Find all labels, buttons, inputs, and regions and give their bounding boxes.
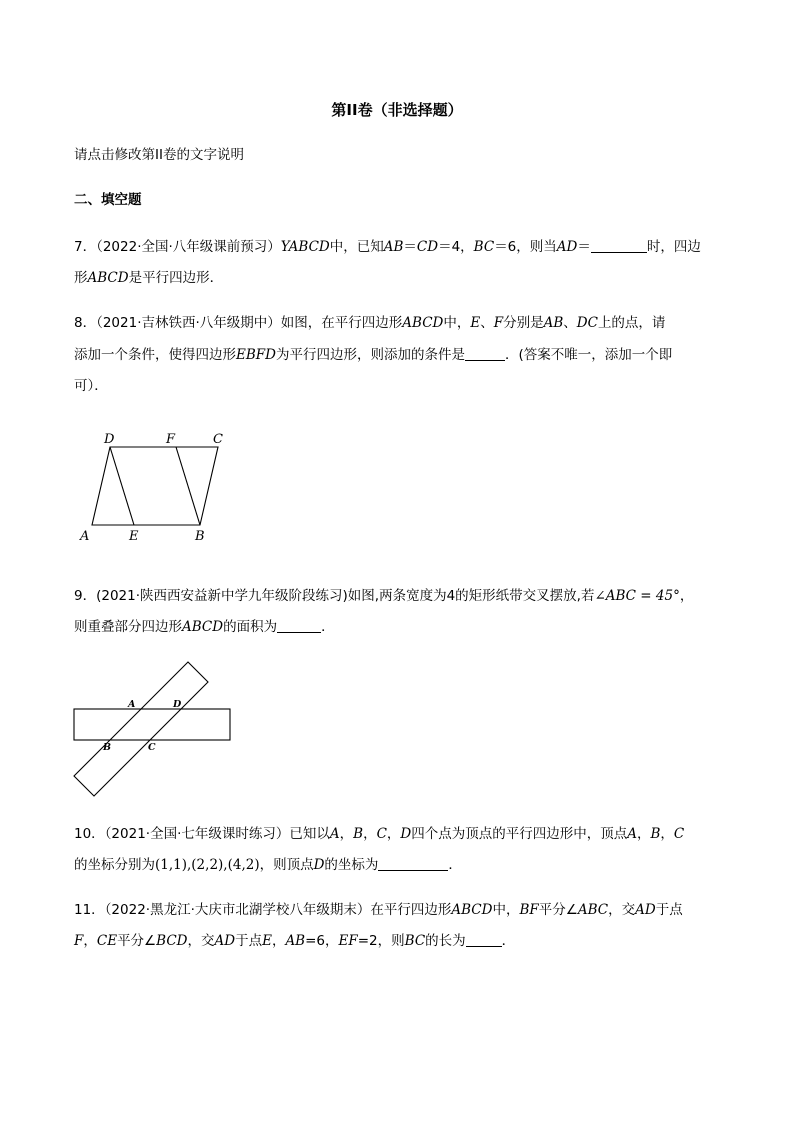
text: 中，: [492, 902, 520, 918]
label-c: C: [213, 432, 223, 447]
question-7-line-1: [74, 234, 701, 260]
math-text: CD: [416, 239, 439, 255]
math-text: BC: [473, 239, 495, 255]
label-c: C: [148, 742, 156, 753]
text: 则重叠部分四边形: [74, 619, 182, 635]
math-text: AB: [383, 239, 404, 255]
text: ＝: [403, 239, 417, 255]
math-text: EF: [338, 933, 358, 949]
text: 、: [480, 315, 494, 331]
text: 、: [563, 315, 577, 331]
text: 于点: [235, 933, 263, 949]
text: =2，则: [357, 933, 405, 949]
text: ＝4，: [438, 239, 474, 255]
text: ，: [339, 826, 354, 842]
text: ，: [386, 826, 401, 842]
text: =6，: [305, 933, 339, 949]
text: 在平行四边形: [370, 902, 452, 918]
math-text: BC: [404, 933, 426, 949]
math-text: ABCD: [451, 902, 493, 918]
math-text: (1,1),(2,2),(4,2): [155, 857, 260, 873]
label-d: D: [173, 699, 182, 710]
text: 分别是: [503, 315, 544, 331]
text: 四个点为顶点的平行四边形中，顶点: [411, 826, 628, 842]
math-text: AD: [635, 902, 656, 918]
question-8-line-2: [74, 342, 672, 368]
math-text: AD: [556, 239, 578, 255]
text: 的坐标分别为: [74, 857, 155, 873]
question-10-line-1: [74, 821, 684, 847]
math-text: AD: [214, 933, 236, 949]
answer-blank[interactable]: [378, 856, 448, 871]
section-header: 二、填空题: [74, 192, 142, 208]
text: 的长为: [425, 933, 466, 949]
math-text: BCD: [156, 933, 188, 949]
text: ＝: [577, 239, 591, 255]
text: ，交: [608, 902, 636, 918]
math-text: ∠ABC = 45°: [594, 588, 680, 604]
text: ，交: [187, 933, 215, 949]
text: 是平行四边形．: [128, 270, 224, 286]
text: ，: [271, 933, 286, 949]
text: ，: [636, 826, 651, 842]
question-11-line-1: [74, 897, 683, 923]
label-d: D: [104, 432, 115, 447]
math-text: ABCD: [402, 315, 444, 331]
question-number: 11．: [74, 902, 105, 918]
math-text: ABCD: [182, 619, 224, 635]
question-9-line-1: [74, 583, 693, 609]
text: ＝6，则当: [494, 239, 557, 255]
question-number: 9．: [74, 588, 97, 604]
text: 如图，在平行四边形: [280, 315, 403, 331]
crossed-strips-figure: [70, 655, 240, 800]
parallelogram-figure: [70, 428, 240, 546]
text: 中，: [443, 315, 471, 331]
math-text: E: [470, 315, 481, 331]
label-e: E: [129, 529, 139, 544]
text: 中，已知: [329, 239, 384, 255]
math-text: ABCD: [288, 239, 330, 255]
diagonal-strip: [74, 662, 208, 796]
question-11-line-2: [74, 928, 515, 954]
text: 已知以: [289, 826, 330, 842]
text: 添加一个条件，使得四边形: [74, 347, 236, 363]
question-9-line-2: [74, 614, 335, 640]
page-title: 第II卷（非选择题）: [331, 101, 463, 119]
math-text: F: [493, 315, 504, 331]
question-7-line-2: [74, 265, 223, 291]
math-text: ABC: [577, 902, 609, 918]
label-b: B: [195, 529, 205, 544]
math-text: DC: [576, 315, 598, 331]
math-text: ABCD: [87, 270, 129, 286]
question-number: 8．: [74, 315, 97, 331]
text: ．: [321, 619, 335, 635]
math-text: A: [329, 826, 340, 842]
answer-blank[interactable]: [277, 618, 321, 633]
text: 的面积为: [223, 619, 278, 635]
text: 平分∠: [117, 933, 157, 949]
text: 的坐标为: [324, 857, 379, 873]
text: 于点: [655, 902, 683, 918]
math-text: D: [400, 826, 412, 842]
answer-blank[interactable]: [466, 932, 502, 947]
label-b: B: [103, 742, 112, 753]
text: 如图,两条宽度为4的矩形纸带交叉摆放,若: [347, 588, 595, 604]
math-text: A: [627, 826, 637, 842]
math-text: D: [313, 857, 325, 873]
math-text: B: [650, 826, 661, 842]
math-text: AB: [543, 315, 564, 331]
question-source: （2021·全国·七年级课时练习）: [104, 826, 290, 842]
segment-de: [110, 447, 134, 525]
answer-blank[interactable]: [465, 346, 505, 361]
question-source: (2021·陕西西安益新中学九年级阶段练习): [96, 588, 348, 604]
question-source: （2022·全国·八年级课前预习）: [96, 239, 281, 255]
text: 平分∠: [538, 902, 578, 918]
question-8-line-1: [74, 310, 665, 336]
math-text: E: [262, 933, 272, 949]
label-a: A: [80, 529, 90, 544]
parallelogram-symbol: Y: [280, 239, 289, 255]
segment-fb: [176, 447, 200, 525]
question-source: （2021·吉林铁西·八年级期中）: [96, 315, 281, 331]
text: ，则顶点: [259, 857, 314, 873]
text: ，: [363, 826, 377, 842]
math-text: CE: [96, 933, 118, 949]
label-a: A: [128, 699, 136, 710]
math-text: AB: [285, 933, 306, 949]
math-text: F: [74, 933, 84, 949]
text: 形: [74, 270, 88, 286]
math-text: B: [353, 826, 364, 842]
horizontal-strip: [74, 709, 230, 740]
parallelogram-outline: [92, 447, 218, 525]
answer-blank[interactable]: [591, 238, 647, 253]
question-number: 7．: [74, 239, 97, 255]
text: ，: [83, 933, 97, 949]
question-10-line-2: [74, 852, 462, 878]
text: ，: [679, 588, 694, 604]
text: ．: [501, 933, 516, 949]
question-8-line-3: 可）．: [74, 378, 108, 394]
instruction-text[interactable]: 请点击修改第II卷的文字说明: [74, 147, 244, 163]
text: ．: [448, 857, 462, 873]
text: ，: [660, 826, 674, 842]
text: ．(答案不唯一，添加一个即: [504, 347, 673, 363]
math-text: C: [673, 826, 685, 842]
math-text: BF: [519, 902, 539, 918]
question-source: （2022·黑龙江·大庆市北湖学校八年级期末）: [104, 902, 371, 918]
label-f: F: [166, 432, 176, 447]
math-text: C: [376, 826, 387, 842]
text: 时，四边: [646, 239, 701, 255]
question-number: 10．: [74, 826, 105, 842]
text: 上的点，请: [597, 315, 666, 331]
text: 为平行四边形，则添加的条件是: [275, 347, 465, 363]
math-text: EBFD: [236, 347, 276, 363]
